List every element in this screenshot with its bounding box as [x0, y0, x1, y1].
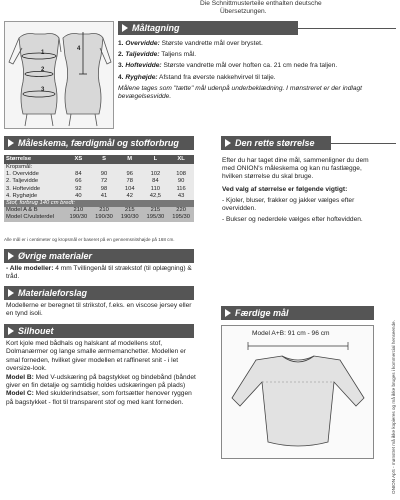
- top-note-line-2: Übersetzungen.: [220, 8, 267, 15]
- figure-label-3: 3: [41, 87, 45, 93]
- table-footnote: Alle mål er i centimeter og kropsmål er baseret på en gennemsnitshøjde på 168 cm.: [4, 237, 175, 242]
- table-row: 1. Overvidde 84 90 96 102 108: [4, 171, 194, 178]
- materiale-header: Materialeforslag: [4, 286, 194, 300]
- figure-label-4: 4: [77, 46, 81, 52]
- top-note-line-1: Die Schnittmusterteile enthalten deutsche: [200, 0, 322, 7]
- rette-header: Den rette størrelse: [221, 136, 331, 150]
- ovrige-header: Øvrige materialer: [4, 249, 194, 263]
- silhuet-model-c: Model C: Med skulderindsatser, som fortsætter henover ryggen på bagstykket - flot til transparent stof og med kant forneden.: [6, 390, 192, 406]
- dress-sketch-icon: [222, 338, 373, 458]
- silhuet-header: Silhouet: [4, 324, 194, 338]
- triangle-icon: [8, 139, 14, 147]
- measure-item-1: 1. Overvidde: Største vandrette mål over brystet.: [118, 40, 263, 47]
- rette-text: Efter du har taget dine mål, sammenligner du dem med ONION's måleskema og kan nu fastlægge, hvilken størrelse du skal bruge.: [222, 157, 369, 181]
- table-section-label: Kropsmål:: [4, 164, 194, 171]
- rette-content: [222, 157, 372, 224]
- silhuet-intro: Kort kjole med bådhals og halskant af modellens stof, Dolmanærmer og lange smalle ærmemanchetter. Modellen er smal forneden, hvilket giver modellen et raffineret snit - i let oversize-look.: [6, 340, 186, 373]
- triangle-icon: [122, 24, 128, 32]
- triangle-icon: [225, 309, 231, 317]
- rette-subheading: Ved valg af størrelse er følgende vigtigt:: [222, 185, 348, 193]
- header-rule: [298, 28, 396, 29]
- materiale-text: Modellerne er beregnet til strikstof, f.eks. en viscose jersey eller en tynd isoli.: [6, 302, 192, 318]
- maltagning-header: Måltagning: [118, 21, 298, 35]
- body-measurement-icon: [5, 22, 113, 128]
- silhuet-model-b: Model B: Med V-udskæring på bagstykket og bindebånd (båndet giver en fin detalje og samtidig holdes udskæringen på plads): [6, 373, 196, 390]
- silhuet-text: [6, 340, 196, 407]
- rette-bullet-2: - Bukser og nederdele vælges efter hoftevidden.: [222, 216, 363, 224]
- triangle-icon: [225, 139, 231, 147]
- size-table: [4, 155, 194, 222]
- measure-item-3: 3. Hoftevidde: Største vandrette mål over hoften ca. 21 cm nede fra taljen.: [118, 62, 338, 70]
- finished-garment-box: [221, 325, 374, 459]
- measure-note: Målene tages som "tætte" mål udenpå underbeklædning. I mønstreret er der indlagt bevægelsesvidde.: [118, 84, 363, 101]
- table-fabric-label: Stof, forbrug 140 cm bredt:: [4, 200, 194, 207]
- measure-item-4: 4. Ryghøjde: Afstand fra øverste nakkehvirvel til talje.: [118, 73, 276, 81]
- table-row: 3. Hoftevidde 92 98 104 110 116: [4, 186, 194, 193]
- triangle-icon: [8, 289, 14, 297]
- measurement-instructions: [118, 40, 396, 104]
- figure-label-2: 2: [41, 67, 45, 73]
- faerdige-header: Færdige mål: [221, 306, 374, 320]
- finished-measure-label: Model A+B: 91 cm - 96 cm: [252, 330, 330, 337]
- size-table-header: Størrelse XS S M L XL: [4, 155, 194, 164]
- side-copyright: ONION ApS - mønstret må ikke kopieres og må ikke bruges i kommercial henseende.: [391, 320, 396, 494]
- maleskema-header: Måleskema, færdigmål og stofforbrug: [4, 136, 194, 150]
- top-note: [200, 0, 370, 16]
- table-row: 4. Ryghøjde 40 41 42 42,5 43: [4, 193, 194, 200]
- ovrige-text: - Alle modeller: 4 mm Tvillingenål til strækstof (til oplægning) & tråd.: [6, 265, 192, 281]
- triangle-icon: [8, 252, 14, 260]
- header-rule: [331, 143, 396, 144]
- table-row: Model A & B 210 210 215 215 220: [4, 207, 194, 214]
- measure-item-2: 2. Taljevidde: Taljens mål.: [118, 51, 197, 59]
- table-row: 2. Taljevidde 66 72 78 84 90: [4, 178, 194, 185]
- table-row: Model C/vulsterdel 190/30 190/30 190/30 195/30 195/30: [4, 214, 194, 221]
- rette-bullet-1: - Kjoler, bluser, frakker og jakker vælges efter overvidden.: [222, 196, 355, 213]
- triangle-icon: [8, 327, 14, 335]
- figure-label-1: 1: [41, 50, 45, 56]
- body-figure: [4, 21, 114, 129]
